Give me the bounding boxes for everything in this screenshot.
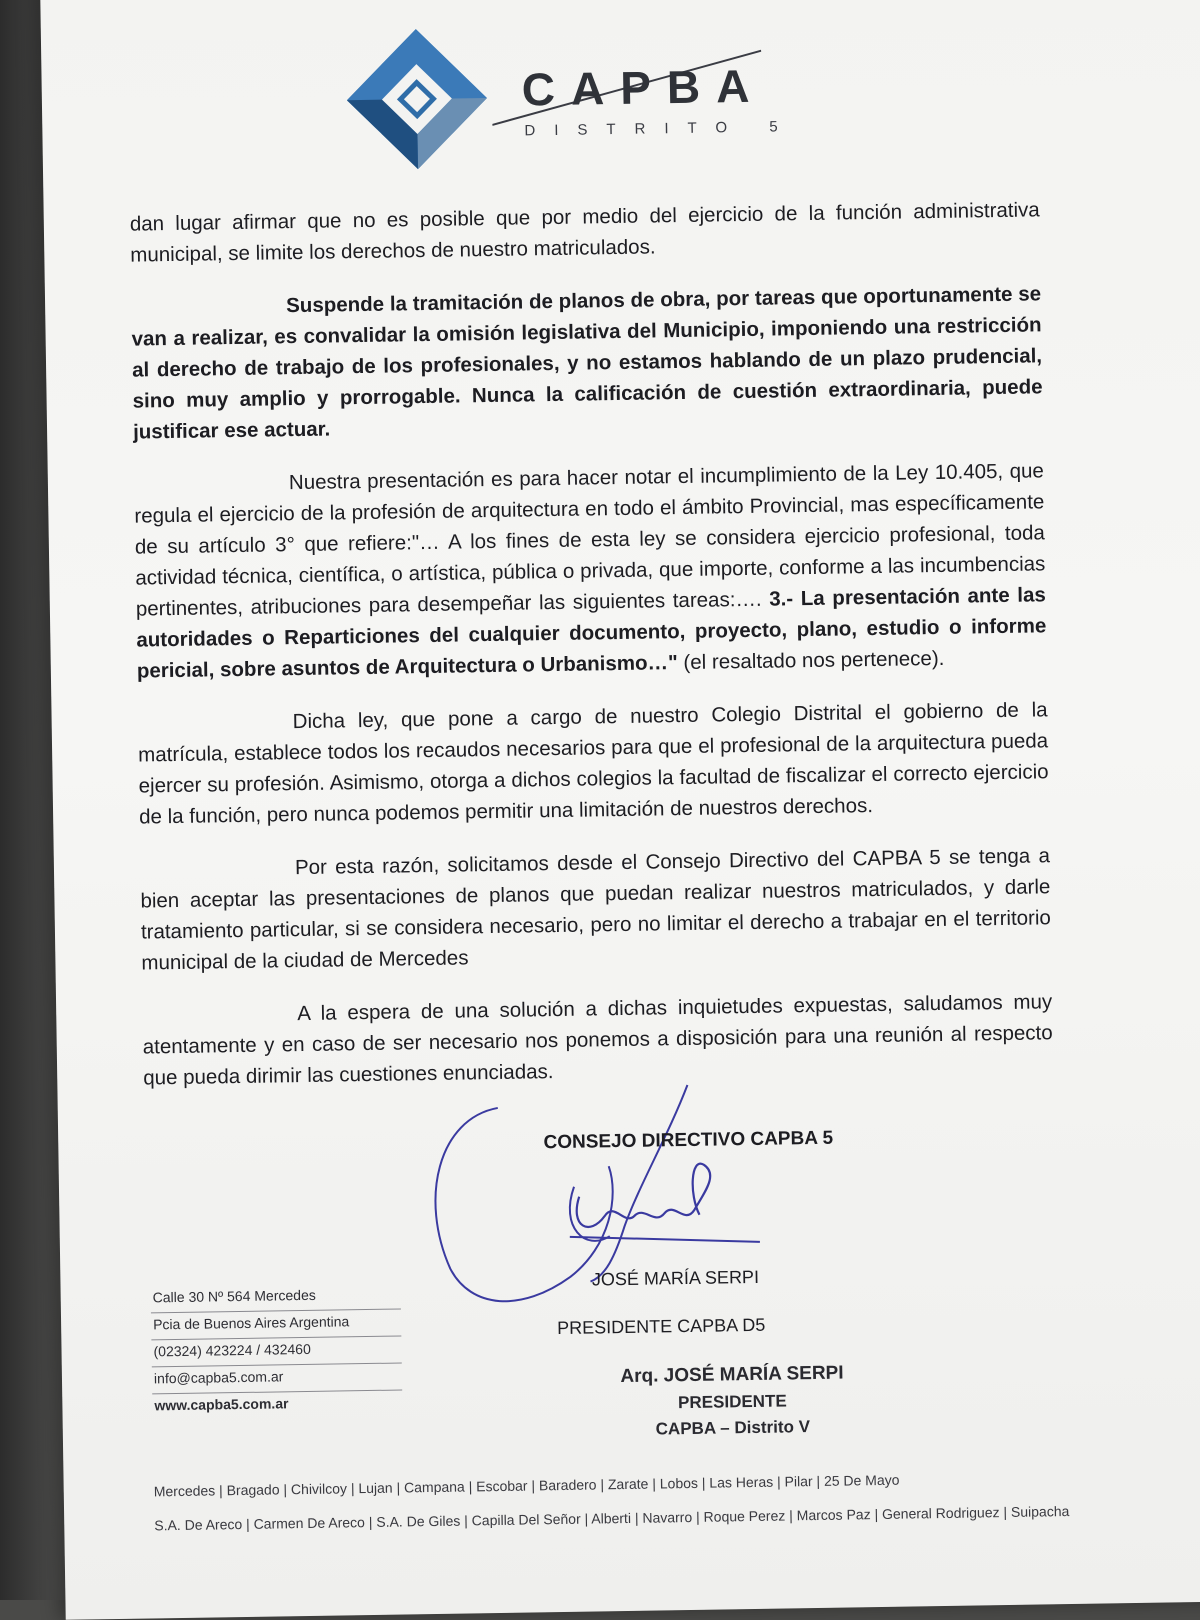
footer-row-1: Mercedes | Bragado | Chivilcoy | Lujan | Campana | Escobar | Baradero | Zarate | Lobos | Las Heras | Pilar | 25 De Mayo — [153, 1471, 900, 1500]
stamp-role: PRESIDENTE — [677, 1391, 787, 1413]
contact-province: Pcia de Buenos Aires Argentina — [151, 1309, 401, 1340]
capba-logo-icon — [341, 23, 493, 175]
paragraph-1: dan lugar afirmar que no es posible que por medio del ejercicio de la función administrativa municipal, se limite los derechos de nuestro matriculados. — [129, 198, 1040, 267]
paragraph-3-quote: 3.- La presentación ante las autoridades o Reparticiones del cualquier documento, proyecto, plano, estudio o informe pericial, sobre asuntos de Arquitectura o Urbanismo…" — [136, 583, 1047, 683]
paragraph-2: Suspende la tramitación de planos de obra, por tareas que oportunamente se van a realizar, es convalidar la omisión legislativa del Municipio, imponiendo una restricción al derecho de trabajo de los profesionales, y no estamos hablando de un plazo prudencial, sino muy amplio y prorrogable. Nunca la calificación de cuestión extraordinaria, puede justificar ese actuar. — [131, 282, 1043, 444]
contact-email: info@capba5.com.ar — [152, 1363, 402, 1394]
signer-title: PRESIDENTE CAPBA D5 — [557, 1314, 766, 1339]
letter-body — [130, 194, 1054, 1115]
closing-block — [478, 1127, 858, 1339]
consejo-heading: CONSEJO DIRECTIVO CAPBA 5 — [543, 1127, 834, 1154]
stamp-org: CAPBA – Distrito V — [655, 1417, 811, 1439]
district-footer — [154, 1467, 1185, 1551]
contact-address: Calle 30 Nº 564 Mercedes — [151, 1282, 401, 1313]
stamp-name: Arq. JOSÉ MARÍA SERPI — [620, 1362, 844, 1388]
contact-phone: (02324) 423224 / 432460 — [151, 1336, 401, 1367]
paragraph-3 — [134, 455, 1047, 686]
handwritten-signature — [397, 1074, 781, 1330]
contact-web: www.capba5.com.ar — [154, 1395, 289, 1414]
brand-district: DISTRITO 5 — [524, 118, 797, 140]
contact-block — [151, 1282, 403, 1420]
document-page — [40, 0, 1200, 1620]
paragraph-3-intro: Nuestra presentación es para hacer notar el incumplimiento de la Ley 10.405, que regula el ejercicio de la profesión de arquitectura en todo el ámbito Provincial, mas específicamente de su artículo 3° que refiere:"… A los fines de esta ley se considera ejercicio profesional, toda actividad técnica, científica, o artística, pública o privada, que importe, conforme a las incumbencias pertinentes, atribuciones para desempeñar las siguientes tareas:…. — [134, 459, 1046, 621]
footer-row-2: S.A. De Areco | Carmen De Areco | S.A. De Giles | Capilla Del Señor | Alberti | Navarro | Roque Perez | Marcos Paz | General Rodriguez | Suipacha — [154, 1503, 1070, 1534]
paragraph-6: A la espera de una solución a dichas inquietudes expuestas, saludamos muy atentamente y en caso de ser necesario nos ponemos a disposición para una reunión al respecto que pueda dirimir las cuestiones enunciadas. — [142, 990, 1053, 1090]
official-stamp — [592, 1362, 873, 1440]
signer-name: JOSÉ MARÍA SERPI — [591, 1266, 760, 1290]
paragraph-3-end: (el resaltado nos pertenece). — [677, 646, 945, 675]
paragraph-5: Por esta razón, solicitamos desde el Consejo Directivo del CAPBA 5 se tenga a bien aceptar las presentaciones de planos que puedan realizar nuestros matriculados, y darle tratamiento particular, si se considera necesario, pero no limitar el derecho a trabajar en el territorio municipal de la ciudad de Mercedes — [140, 844, 1052, 975]
paragraph-4: Dicha ley, que pone a cargo de nuestro Colegio Distrital el gobierno de la matrícula, establece todos los recaudos necesarios para que el profesional de la arquitectura pueda ejercer su profesión. Asimismo, otorga a dichos colegios la facultad de fiscalizar el correcto ejercicio de la función, pero nunca podemos permitir una limitación de nuestros derechos. — [138, 698, 1049, 829]
brand-name: CAPBA — [521, 59, 766, 116]
letterhead — [341, 18, 823, 176]
